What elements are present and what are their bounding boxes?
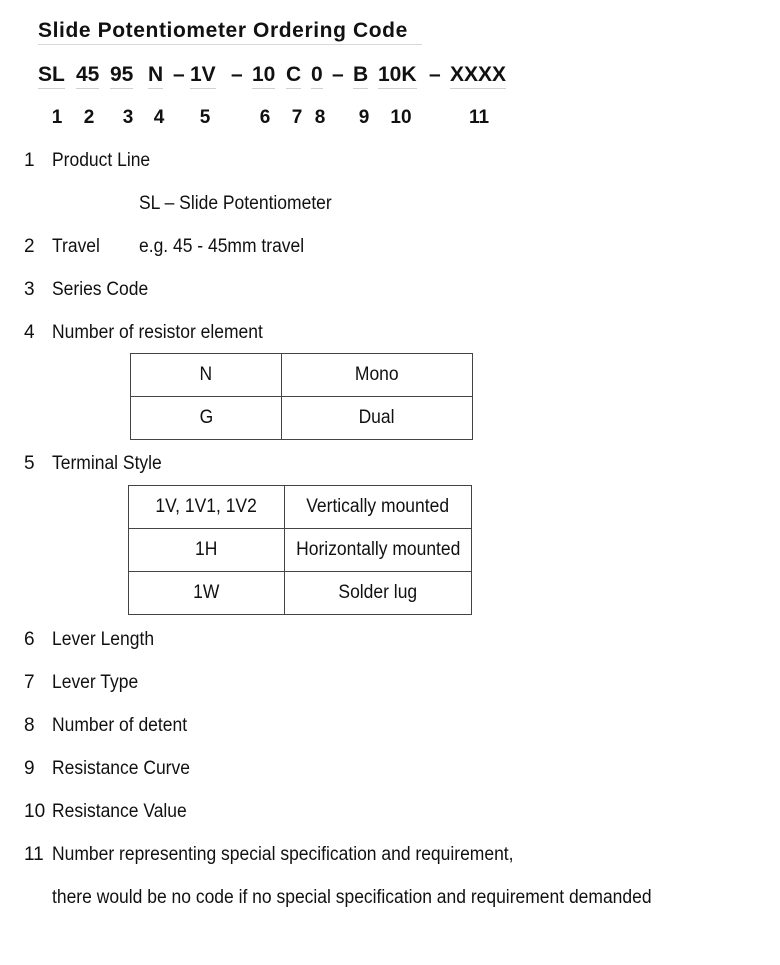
position-label: 5 xyxy=(199,107,211,128)
cell-text: 1W xyxy=(193,582,220,603)
section-label-travel: Travel xyxy=(52,236,100,257)
terminal-style-table xyxy=(128,485,472,615)
code-segment-product-line: SL xyxy=(38,62,65,89)
table-cell-code xyxy=(129,529,285,572)
table-cell-description xyxy=(285,572,472,615)
cell-text: G xyxy=(199,407,213,428)
code-segment-series: 95 xyxy=(110,62,133,89)
table-row xyxy=(129,572,472,615)
table-row xyxy=(129,486,472,529)
cell-text: 1V, 1V1, 1V2 xyxy=(155,496,258,517)
table-cell-code xyxy=(129,486,285,529)
table-cell-description xyxy=(285,529,472,572)
special-specification-note: there would be no code if no special specification and requirement demanded xyxy=(52,887,652,908)
travel-note: e.g. 45 - 45mm travel xyxy=(139,236,305,257)
section-number: 9 xyxy=(24,758,35,779)
code-segment-terminal-style: 1V xyxy=(190,62,216,89)
section-number: 3 xyxy=(24,279,35,300)
code-separator: – xyxy=(173,63,185,86)
section-label-product-line: Product Line xyxy=(52,150,151,171)
resistor-element-table xyxy=(130,353,473,440)
position-label: 3 xyxy=(122,107,134,128)
table-cell-code xyxy=(131,354,282,397)
code-segment-travel: 45 xyxy=(76,62,99,89)
code-segment-detent: 0 xyxy=(311,62,323,89)
section-label-special-specification: Number representing special specification and requirement, xyxy=(52,844,514,865)
position-label: 10 xyxy=(390,107,412,128)
cell-text: N xyxy=(199,364,213,385)
code-segment-lever-length: 10 xyxy=(252,62,275,89)
table-cell-code xyxy=(129,572,285,615)
section-number: 5 xyxy=(24,453,35,474)
code-segment-resistance-curve: B xyxy=(353,62,368,89)
table-row xyxy=(131,354,473,397)
section-number: 8 xyxy=(24,715,35,736)
code-segment-lever-type: C xyxy=(286,62,301,89)
section-number: 7 xyxy=(24,672,35,693)
section-label-series-code: Series Code xyxy=(52,279,149,300)
section-number: 10 xyxy=(24,801,46,822)
section-number: 1 xyxy=(24,150,35,171)
cell-text: Dual xyxy=(359,407,395,428)
position-label: 6 xyxy=(259,107,271,128)
position-label: 7 xyxy=(291,107,303,128)
table-row xyxy=(129,529,472,572)
cell-text: Horizontally mounted xyxy=(295,539,461,560)
table-row xyxy=(131,397,473,440)
cell-text: Vertically mounted xyxy=(306,496,450,517)
code-segment-resistor-element: N xyxy=(148,62,163,89)
section-number: 6 xyxy=(24,629,35,650)
position-label: 9 xyxy=(358,107,370,128)
section-label-lever-length: Lever Length xyxy=(52,629,155,650)
position-label: 4 xyxy=(153,107,165,128)
cell-text: Mono xyxy=(355,364,399,385)
table-cell-description xyxy=(282,397,473,440)
section-number: 4 xyxy=(24,322,35,343)
section-label-lever-type: Lever Type xyxy=(52,672,139,693)
section-label-resistance-value: Resistance Value xyxy=(52,801,187,822)
section-label-terminal-style: Terminal Style xyxy=(52,453,162,474)
section-label-resistor-element: Number of resistor element xyxy=(52,322,263,343)
code-segment-special: XXXX xyxy=(450,62,506,89)
cell-text: Solder lug xyxy=(338,582,418,603)
table-cell-description xyxy=(285,486,472,529)
code-separator: – xyxy=(332,63,344,86)
code-separator: – xyxy=(231,63,243,86)
table-cell-code xyxy=(131,397,282,440)
position-label: 8 xyxy=(314,107,326,128)
section-number: 11 xyxy=(24,844,44,865)
position-label: 11 xyxy=(468,107,490,128)
section-number: 2 xyxy=(24,236,35,257)
section-label-detent: Number of detent xyxy=(52,715,188,736)
position-label: 1 xyxy=(51,107,63,128)
cell-text: 1H xyxy=(195,539,218,560)
page-title: Slide Potentiometer Ordering Code xyxy=(38,18,422,45)
product-line-note: SL – Slide Potentiometer xyxy=(139,193,332,214)
position-label: 2 xyxy=(83,107,95,128)
code-segment-resistance-value: 10K xyxy=(378,62,417,89)
table-cell-description xyxy=(282,354,473,397)
section-label-resistance-curve: Resistance Curve xyxy=(52,758,190,779)
code-separator: – xyxy=(429,63,441,86)
